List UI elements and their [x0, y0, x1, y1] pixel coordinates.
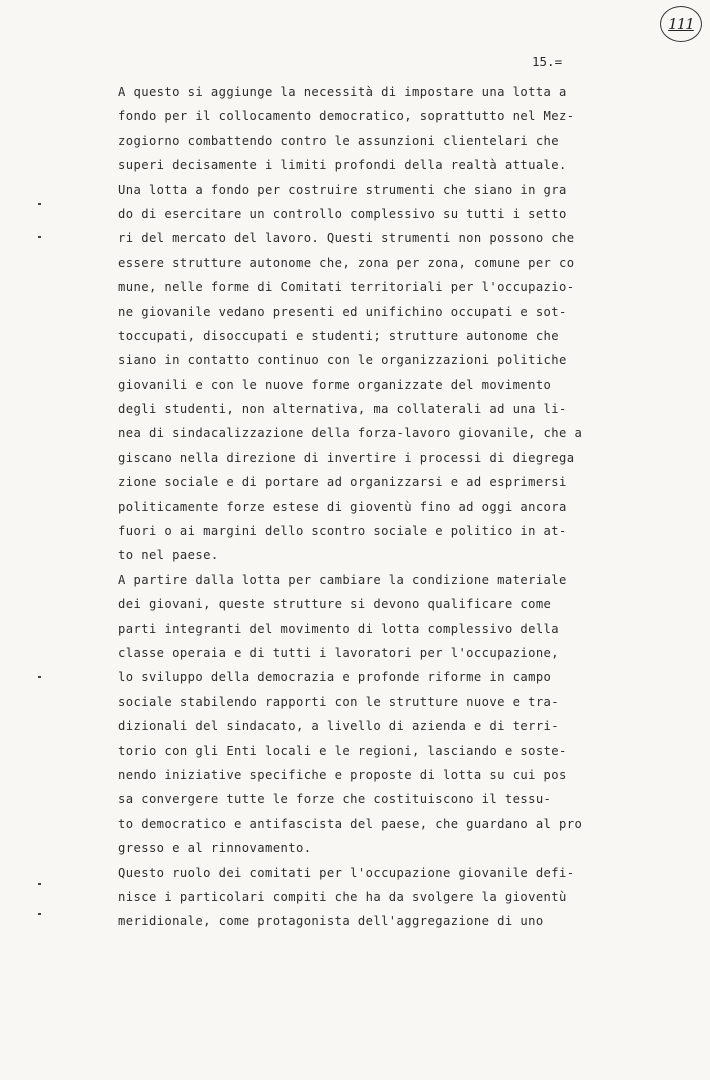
text-line: toccupati, disoccupati e studenti; strutture autonome che	[118, 328, 560, 343]
page-stamp: 111	[660, 6, 702, 42]
text-line: siano in contatto continuo con le organizzazioni politiche	[118, 353, 567, 368]
margin-mark	[38, 883, 41, 885]
text-line: nendo iniziative specifiche e proposte di lotta su cui pos	[118, 767, 567, 782]
margin-mark	[38, 203, 41, 205]
text-line: do di esercitare un controllo complessivo su tutti i setto	[118, 206, 567, 221]
text-line: A questo si aggiunge la necessità di impostare una lotta a	[118, 85, 567, 99]
text-line: zione sociale e di portare ad organizzarsi e ad esprimersi	[118, 475, 567, 490]
text-line: nisce i particolari compiti che ha da svolgere la gioventù	[118, 889, 567, 904]
text-line: meridionale, come protagonista dell'aggregazione di uno	[118, 914, 544, 929]
text-line: giovanili e con le nuove forme organizzate del movimento	[118, 377, 552, 392]
text-line: degli studenti, non alternativa, ma collaterali ad una li-	[118, 402, 567, 417]
text-line: essere strutture autonome che, zona per zona, comune per co	[118, 255, 575, 270]
text-line: mune, nelle forme di Comitati territoriali per l'occupazio-	[118, 280, 575, 295]
text-line: superi decisamente i limiti profondi della realtà attuale.	[118, 158, 567, 173]
text-line: classe operaia e di tutti i lavoratori per l'occupazione,	[118, 645, 560, 660]
margin-mark	[38, 676, 41, 678]
text-line: fuori o ai margini dello scontro sociale e politico in at-	[118, 524, 567, 539]
body-text	[118, 80, 638, 934]
text-line: gresso e al rinnovamento.	[118, 841, 312, 856]
margin-mark	[38, 236, 41, 238]
text-line: fondo per il collocamento democratico, soprattutto nel Mez-	[118, 109, 575, 124]
margin-mark	[38, 913, 41, 915]
text-line: lo sviluppo della democrazia e profonde riforme in campo	[118, 670, 552, 685]
text-line: zogiorno combattendo contro le assunzioni clientelari che	[118, 133, 560, 148]
text-line: ri del mercato del lavoro. Questi strumenti non possono che	[118, 231, 575, 246]
text-line: sa convergere tutte le forze che costituiscono il tessu-	[118, 792, 552, 807]
text-line: A partire dalla lotta per cambiare la condizione materiale	[118, 572, 567, 587]
text-line: ne giovanile vedano presenti ed unifichino occupati e sot-	[118, 304, 567, 319]
text-line: Questo ruolo dei comitati per l'occupazione giovanile defi-	[118, 865, 575, 880]
text-line: to democratico e antifascista del paese, che guardano al pro	[118, 816, 583, 831]
text-line: to nel paese.	[118, 548, 219, 563]
text-line: Una lotta a fondo per costruire strumenti che siano in gra	[118, 182, 567, 197]
text-line: parti integranti del movimento di lotta complessivo della	[118, 621, 560, 636]
text-line: torio con gli Enti locali e le regioni, lasciando e soste-	[118, 743, 567, 758]
text-line: dizionali del sindacato, a livello di azienda e di terri-	[118, 719, 560, 734]
text-line: dei giovani, queste strutture si devono qualificare come	[118, 597, 552, 612]
page-number: 15.=	[532, 54, 563, 69]
text-line: politicamente forze estese di gioventù fino ad oggi ancora	[118, 499, 567, 514]
text-line: nea di sindacalizzazione della forza-lavoro giovanile, che a	[118, 426, 583, 441]
text-line: giscano nella direzione di invertire i processi di diegrega	[118, 450, 575, 465]
text-line: sociale stabilendo rapporti con le strutture nuove e tra-	[118, 694, 560, 709]
